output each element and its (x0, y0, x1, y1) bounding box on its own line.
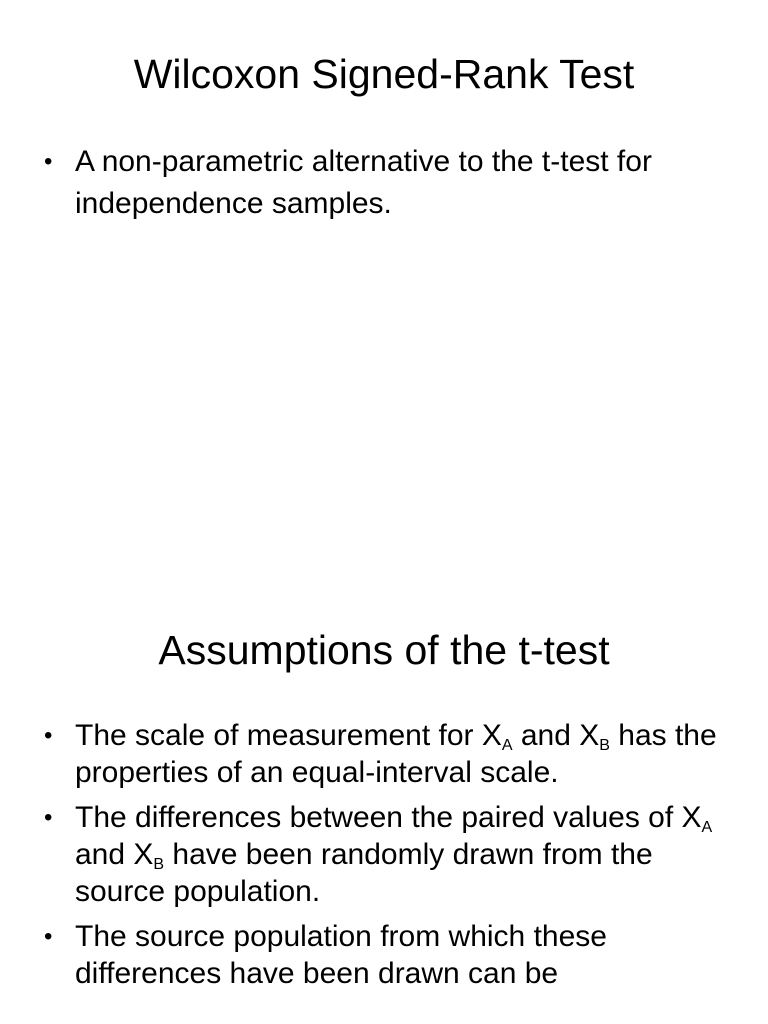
bullet-icon: • (44, 923, 53, 950)
slide-title: Assumptions of the t-test (158, 627, 610, 673)
bullet-item (44, 141, 744, 225)
bullet-text-part: have been randomly drawn from the source population. (75, 838, 653, 908)
subscript: A (701, 819, 713, 836)
bullet-text-part: has the properties of an equal-interval scale. (75, 719, 717, 789)
slide-title: Wilcoxon Signed-Rank Test (133, 51, 635, 97)
subscript: B (599, 737, 610, 754)
subscript: A (501, 737, 513, 754)
bullet-text-part: and X (75, 838, 154, 871)
bullet-list (44, 717, 744, 1000)
bullet-icon: • (44, 722, 53, 749)
bullet-icon: • (44, 804, 53, 831)
bullet-item (44, 717, 744, 791)
bullet-text (75, 801, 712, 908)
slide-assumptions (0, 576, 768, 1024)
bullet-item (44, 799, 744, 910)
bullet-item (44, 918, 744, 992)
bullet-text: A non-parametric alternative to the t-test for independence samples. (75, 145, 652, 220)
subscript: B (153, 856, 165, 873)
bullet-text (75, 719, 717, 789)
bullet-text: The source population from which these differences have been drawn can be (75, 920, 607, 990)
bullet-text-part: The scale of measurement for X (75, 719, 502, 752)
bullet-icon: • (44, 148, 53, 175)
bullet-text-part: The differences between the paired values of X (75, 801, 702, 834)
bullet-text-part: and X (512, 719, 600, 752)
bullet-list (44, 141, 744, 233)
